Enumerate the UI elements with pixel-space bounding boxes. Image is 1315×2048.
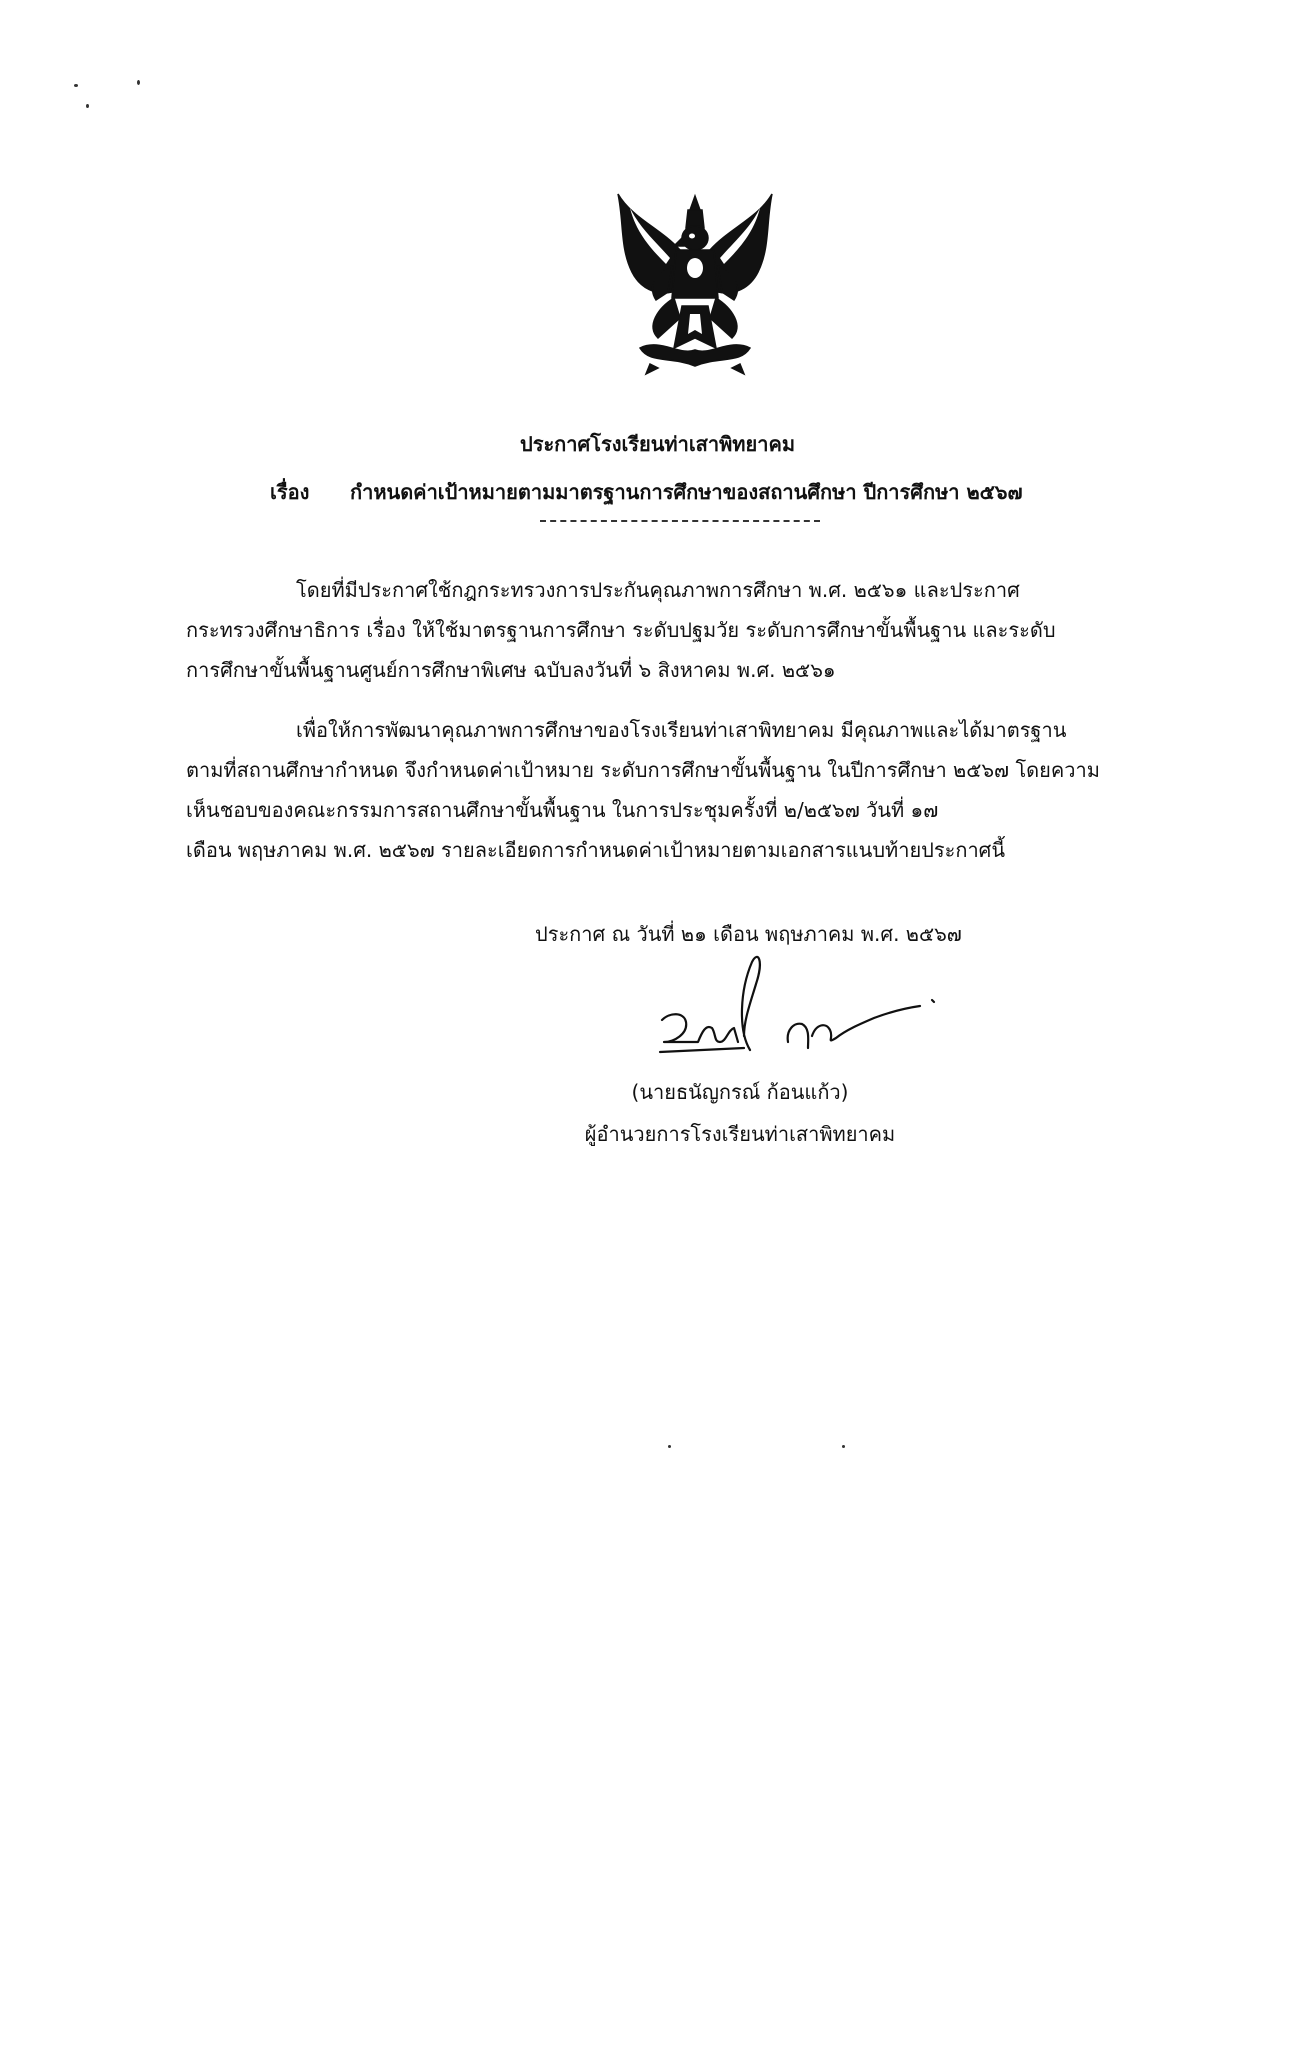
signer-name: (นายธนัญกรณ์ ก้อนแก้ว) (631, 1080, 849, 1104)
paragraph-line: กระทรวงศึกษาธิการ เรื่อง ให้ใช้มาตรฐานการศึกษา ระดับปฐมวัย ระดับการศึกษาขั้นพื้นฐาน และระดับ (186, 618, 1056, 642)
scan-speck (86, 104, 89, 108)
subject-text: กำหนดค่าเป้าหมายตามมาตรฐานการศึกษาของสถานศึกษา ปีการศึกษา ๒๕๖๗ (350, 480, 1023, 504)
scan-speck (842, 1445, 845, 1448)
subject-label: เรื่อง (270, 480, 310, 504)
paragraph-1 (186, 570, 1171, 690)
document-title: ประกาศโรงเรียนท่าเสาพิทยาคม (520, 432, 795, 456)
document-subject (270, 476, 1023, 508)
scan-speck (668, 1445, 671, 1448)
paragraph-line: เดือน พฤษภาคม พ.ศ. ๒๕๖๗ รายละเอียดการกำหนดค่าเป้าหมายตามเอกสารแนบท้ายประกาศนี้ (186, 838, 1006, 862)
paragraph-line: เห็นชอบของคณะกรรมการสถานศึกษาขั้นพื้นฐาน ในการประชุมครั้งที่ ๒/๒๕๖๗ วันที่ ๑๗ (186, 798, 939, 822)
paragraph-line: โดยที่มีประกาศใช้กฎกระทรวงการประกันคุณภาพการศึกษา พ.ศ. ๒๕๖๑ และประกาศ (296, 578, 1020, 602)
garuda-emblem-icon (610, 188, 780, 378)
paragraph-line: เพื่อให้การพัฒนาคุณภาพการศึกษาของโรงเรียนท่าเสาพิทยาคม มีคุณภาพและได้มาตรฐาน (296, 718, 1067, 742)
signer-position: ผู้อำนวยการโรงเรียนท่าเสาพิทยาคม (584, 1122, 896, 1146)
paragraph-2 (186, 710, 1171, 870)
dashed-divider (540, 520, 820, 522)
scan-speck (137, 80, 140, 85)
paragraph-line: การศึกษาขั้นพื้นฐานศูนย์การศึกษาพิเศษ ฉบับลงวันที่ ๖ สิงหาคม พ.ศ. ๒๕๖๑ (186, 658, 836, 682)
scan-speck (74, 84, 78, 87)
paragraph-line: ตามที่สถานศึกษากำหนด จึงกำหนดค่าเป้าหมาย ระดับการศึกษาขั้นพื้นฐาน ในปีการศึกษา ๒๕๖๗ โดยความ (186, 758, 1100, 782)
announce-date: ประกาศ ณ วันที่ ๒๑ เดือน พฤษภาคม พ.ศ. ๒๕๖๗ (535, 922, 962, 946)
handwritten-signature (640, 950, 950, 1065)
